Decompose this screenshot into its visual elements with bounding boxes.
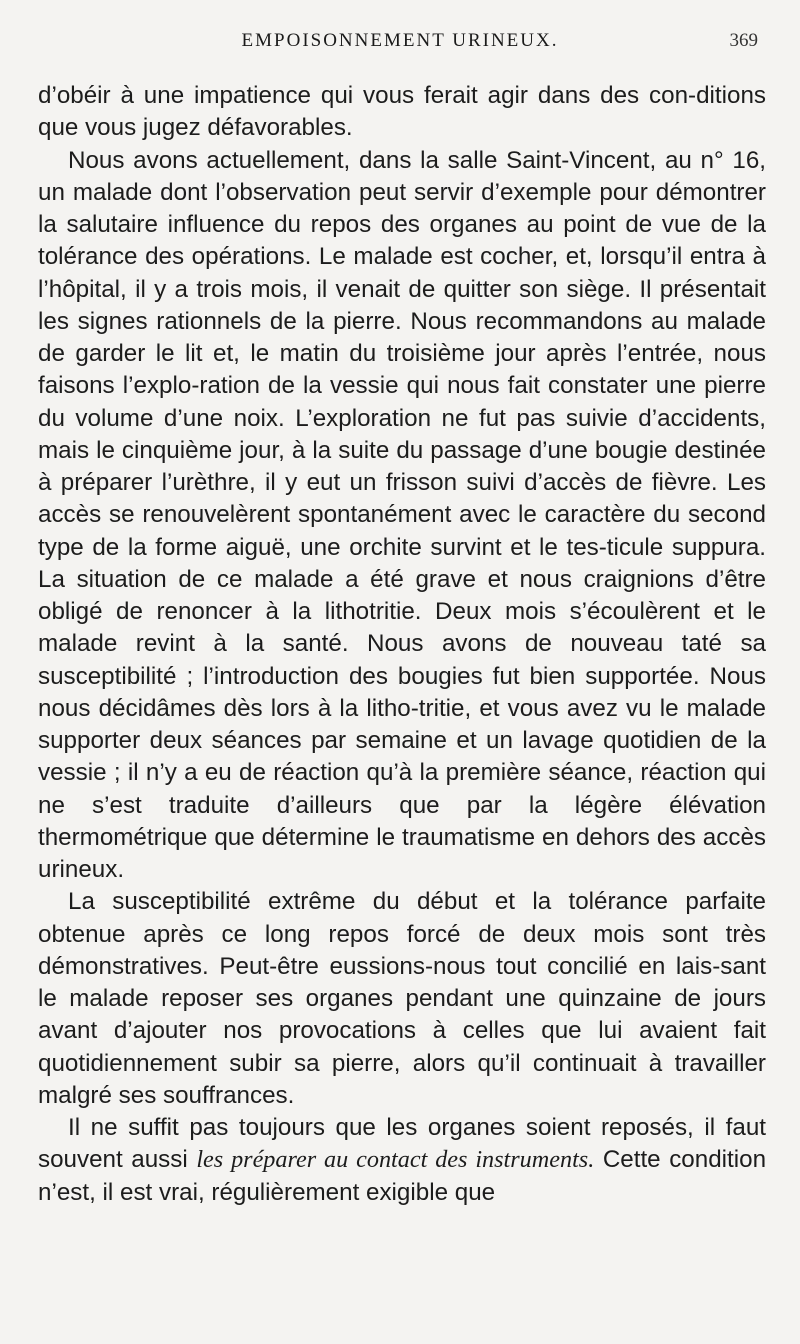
running-title: EMPOISONNEMENT URINEUX. bbox=[241, 30, 559, 51]
paragraph-1: d’obéir à une impatience qui vous ferait agir dans des con-ditions que vous jugez défavorables. bbox=[38, 82, 766, 142]
page-number: 369 bbox=[729, 30, 758, 51]
paragraph-4-start: Il ne suffit pas toujours que les organes soient reposés, il faut souvent aussi bbox=[38, 1114, 766, 1174]
paragraph-4-italic: les préparer au contact des instruments. bbox=[196, 1146, 595, 1174]
paragraph-4 bbox=[38, 1112, 766, 1209]
page-header bbox=[0, 8, 800, 51]
body-text bbox=[38, 80, 766, 1209]
paragraph-3: La susceptibilité extrême du début et la tolérance parfaite obtenue après ce long repos forcé de deux mois sont très démonstratives. Peut-être eussions-nous tout concilié en lais-sant le malade reposer ses organes pendant une quinzaine de jours avant d’ajouter nos provocations à celles que lui avaient fait quotidiennement subir sa pierre, alors qu’il continuait à travailler malgré ses souffrances. bbox=[38, 888, 766, 1109]
paragraph-2: Nous avons actuellement, dans la salle Saint-Vincent, au n° 16, un malade dont l’observation peut servir d’exemple pour démontrer la salutaire influence du repos des organes au point de vue de la tolérance des opérations. Le malade est cocher, et, lorsqu’il entra à l’hôpital, il y a trois mois, il venait de quitter son siège. Il présentait les signes rationnels de la pierre. Nous recommandons au malade de garder le lit et, le matin du troisième jour après l’entrée, nous faisons l’explo-ration de la vessie qui nous fait constater une pierre du volume d’une noix. L’exploration ne fut pas suivie d’accidents, mais le cinquième jour, à la suite du passage d’une bougie destinée à préparer l’urèthre, il y eut un frisson suivi d’accès de fièvre. Les accès se renouvelèrent spontanément avec le caractère du second type de la forme aiguë, une orchite survint et le tes-ticule suppura. La situation de ce malade a été grave et nous craignions d’être obligé de renoncer à la lithotritie. Deux mois s’écoulèrent et le malade revint à la santé. Nous avons de nouveau taté sa susceptibilité ; l’introduction des bougies fut bien supportée. Nous nous décidâmes dès lors à la litho-tritie, et vous avez vu le malade supporter deux séances par semaine et un lavage quotidien de la vessie ; il n’y a eu de réaction qu’à la première séance, réaction qui ne s’est traduite d’ailleurs que par la légère élévation thermométrique que détermine le traumatisme en dehors des accès urineux. bbox=[38, 146, 766, 883]
paragraph-4-end: Cette condition n’est, il est vrai, régulièrement exigible que bbox=[38, 1146, 767, 1206]
